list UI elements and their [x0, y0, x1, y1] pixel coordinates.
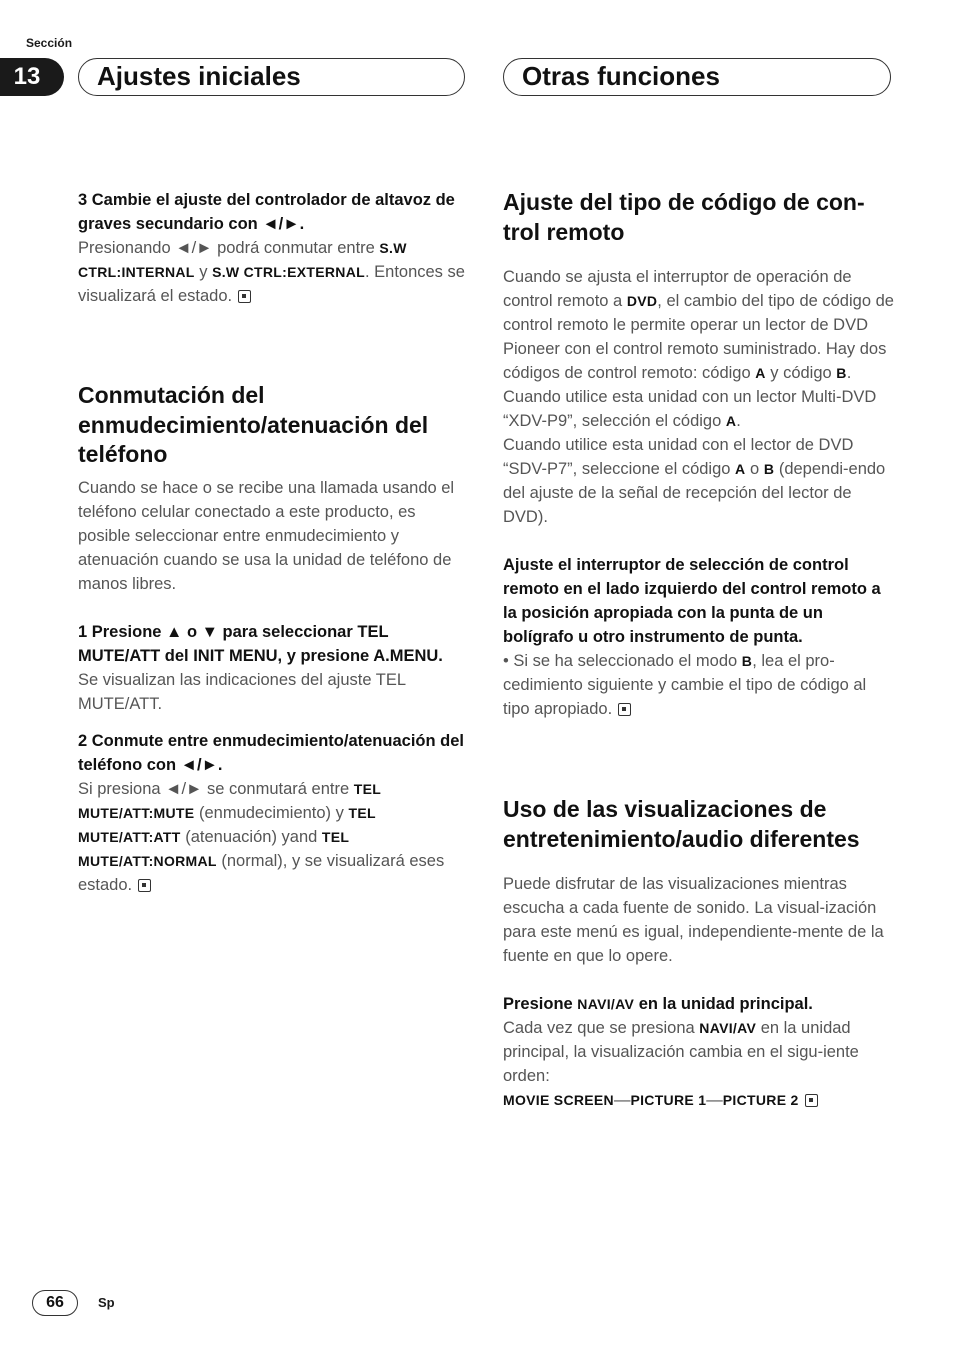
heading-remote-code: Ajuste del tipo de código de con-trol remoto [503, 189, 865, 245]
right-column [503, 188, 895, 1112]
stop-icon [805, 1094, 818, 1107]
stop-icon [618, 703, 631, 716]
step-3-body: Presionando ◄/► podrá conmutar entre S.W CTRL:INTERNAL y S.W CTRL:EXTERNAL. Entonces se visualizará el estado. [78, 239, 465, 305]
press-navi-heading: Presione NAVI/AV en la unidad principal. [503, 995, 813, 1013]
navi-body: Cada vez que se presiona NAVI/AV en la unidad principal, la visualización cambia en el sigu-iente orden: [503, 1019, 859, 1085]
heading-entertainment-displays: Uso de las visualizaciones de entretenimiento/audio diferentes [503, 796, 860, 852]
xdv-paragraph: Cuando utilice esta unidad con un lector Multi-DVD “XDV-P9”, selección el código A. [503, 388, 877, 430]
step-1-body: Se visualizan las indicaciones del ajuste TEL MUTE/ATT. [78, 670, 406, 713]
step-2-body: Si presiona ◄/► se conmutará entre TEL MUTE/ATT:MUTE (enmudecimiento) y TEL MUTE/ATT:ATT (atenuación) yand TEL MUTE/ATT:NORMAL (normal), y se visualizará eses estado. [78, 779, 445, 894]
mode-b-bullet: • Si se ha seleccionado el modo B, lea el pro-cedimiento siguiente y cambie el tipo de código al tipo apropiado. [503, 652, 867, 718]
language-code: Sp [98, 1295, 115, 1310]
chapter-title-right: Otras funciones [503, 58, 891, 96]
switch-step-heading: Ajuste el interruptor de selección de control remoto en el lado izquierdo del control remoto a la posición apropiada con la punta de un bolígrafo u otro instrumento de punta. [503, 556, 881, 646]
displays-intro-paragraph: Puede disfrutar de las visualizaciones mientras escucha a cada fuente de sonido. La visual-ización para este menú es igual, independiente-mente de la fuente en que lo opere. [503, 875, 884, 965]
step-2-heading: 2 Conmute entre enmudecimiento/atenuación del teléfono con ◄/►. [78, 731, 464, 774]
section-number: 13 [0, 58, 64, 96]
heading-mute-attenuation: Conmutación del enmudecimiento/atenuación del teléfono [78, 382, 429, 467]
stop-icon [238, 290, 251, 303]
step-1-heading: 1 Presione ▲ o ▼ para seleccionar TEL MUTE/ATT del INIT MENU, y presione A.MENU. [78, 622, 443, 665]
sdv-paragraph: Cuando utilice esta unidad con el lector de DVD “SDV-P7”, seleccione el código A o B (dependi-endo del ajuste de la señal de recepción del lector de DVD). [503, 436, 886, 526]
step-3-heading: 3 Cambie el ajuste del controlador de altavoz de graves secundario con ◄/►. [78, 191, 455, 233]
display-sequence: MOVIE SCREEN—PICTURE 1—PICTURE 2 [503, 1088, 895, 1112]
left-column [78, 188, 470, 897]
stop-icon [138, 879, 151, 892]
remote-code-paragraph: Cuando se ajusta el interruptor de operación de control remoto a DVD, el cambio del tipo de código de control remoto le permite operar un lector de DVD Pioneer con el control remoto suministrado. Hay dos códigos de control remoto: código A y código B. [503, 268, 894, 382]
page-number: 66 [32, 1290, 78, 1316]
mute-intro-paragraph: Cuando se hace o se recibe una llamada usando el teléfono celular conectado a este producto, es posible seleccionar entre enmudecimiento y atenuación cuando se usa la unidad de teléfono de manos libres. [78, 478, 455, 593]
section-label: Sección [26, 36, 73, 50]
chapter-title-left: Ajustes iniciales [78, 58, 465, 96]
